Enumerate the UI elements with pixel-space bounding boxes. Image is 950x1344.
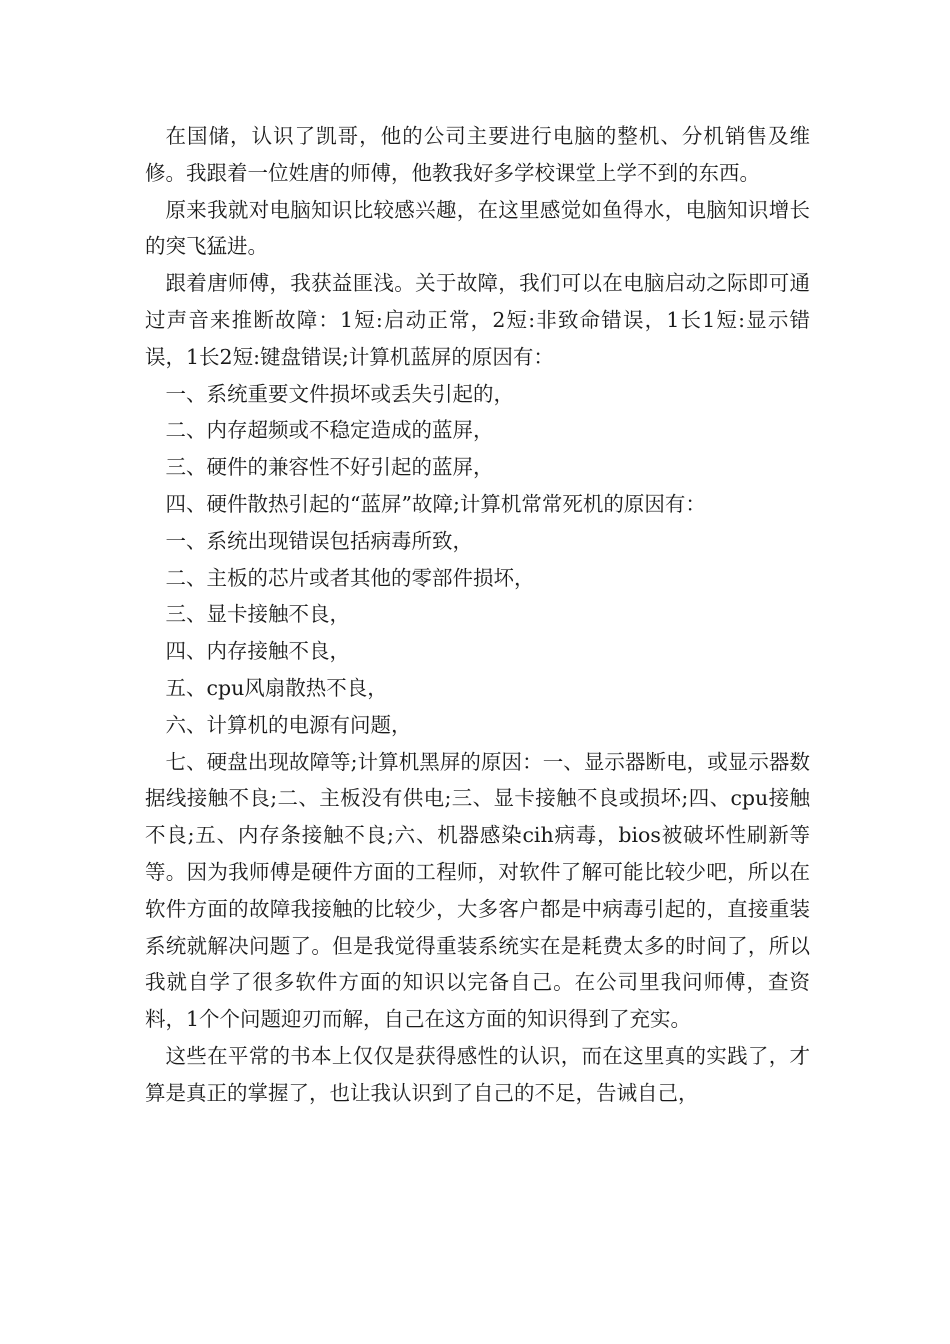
list-item-bluescreen-1: 一、系统重要文件损坏或丢失引起的， <box>165 381 514 406</box>
paragraph-blackscreen: 七、硬盘出现故障等;计算机黑屏的原因：一、显示器断电，或显示器数据线接触不良;二、主板没有供电;三、显卡接触不良或损坏;四、cpu接触不良;五、内存条接触不良;六、机器感染cih病毒，bios被破坏性刷新等等。因为我师傅是硬件方面的工程师，对软件了解可能比较少吧，所以在软件方面的故障我接触的比较少，大多客户都是中病毒引起的，直接重装系统就解决问题了。但是我觉得重装系统实在是耗费太多的时间了，所以我就自学了很多软件方面的知识以完备自己。在公司里我问师傅，查资料，1个个问题迎刃而解，自己在这方面的知识得到了充实。 <box>145 749 810 1032</box>
list-item-bluescreen-3: 三、硬件的兼容性不好引起的蓝屏， <box>165 455 494 480</box>
list-item-crash-3: 三、显卡接触不良， <box>165 602 350 627</box>
paragraph-reflection: 这些在平常的书本上仅仅是获得感性的认识，而在这里真的实践了，才算是真正的掌握了，也让我认识到了自己的不足，告诫自己， <box>145 1043 810 1105</box>
paragraph-fault-diagnosis: 跟着唐师傅，我获益匪浅。关于故障，我们可以在电脑启动之际即可通过声音来推断故障：1短:启动正常，2短:非致命错误，1长1短:显示错误，1长2短:键盘错误;计算机蓝屏的原因有： <box>145 271 810 369</box>
paragraph-intro: 在国储，认识了凯哥，他的公司主要进行电脑的整机、分机销售及维修。我跟着一位姓唐的师傅，他教我好多学校课堂上学不到的东西。 <box>145 124 810 185</box>
list-item-crash-4: 四、内存接触不良， <box>165 639 350 664</box>
list-item-crash-6: 六、计算机的电源有问题， <box>165 712 412 737</box>
list-item-bluescreen-4: 四、硬件散热引起的“蓝屏”故障;计算机常常死机的原因有： <box>165 491 706 516</box>
paragraph-interest: 原来我就对电脑知识比较感兴趣，在这里感觉如鱼得水，电脑知识增长的突飞猛进。 <box>145 197 810 259</box>
list-item-bluescreen-2: 二、内存超频或不稳定造成的蓝屏， <box>165 418 494 443</box>
list-item-crash-1: 一、系统出现错误包括病毒所致， <box>165 528 473 553</box>
list-item-crash-5: 五、cpu风扇散热不良， <box>165 675 388 700</box>
document-body <box>145 118 810 1112</box>
list-item-crash-2: 二、主板的芯片或者其他的零部件损坏， <box>165 565 535 590</box>
